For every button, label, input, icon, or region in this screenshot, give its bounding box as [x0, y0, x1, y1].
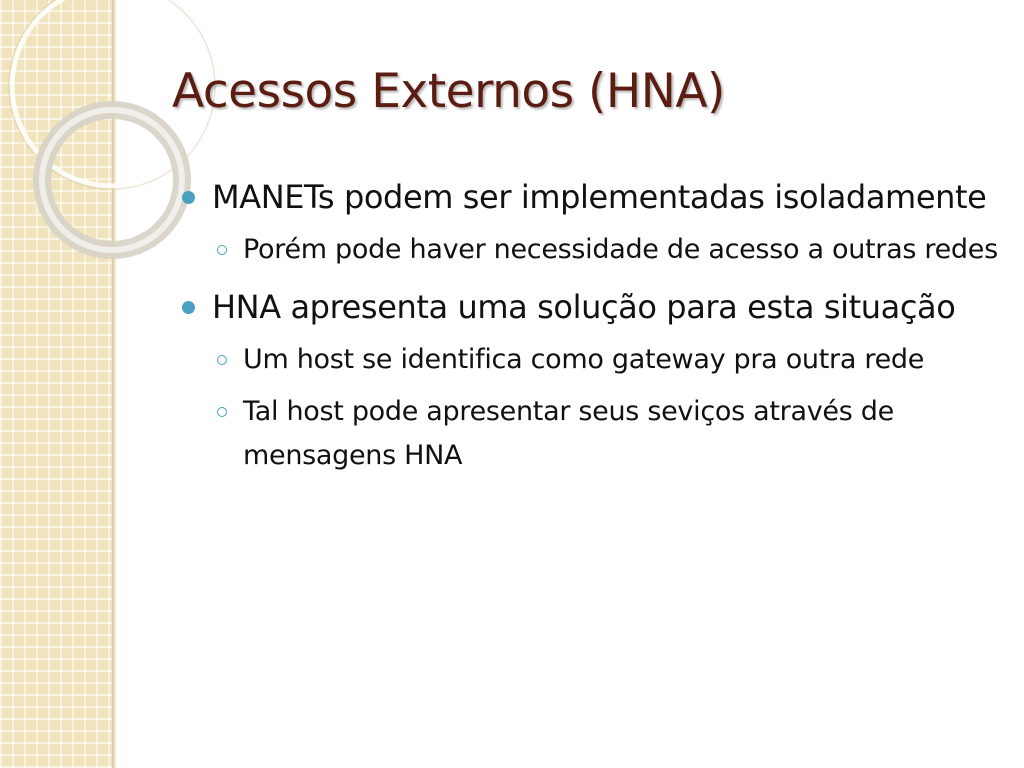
sub-bullet-text: Porém pode haver necessidade de acesso a outras redes [243, 234, 998, 265]
ring-icon [217, 245, 227, 255]
small-circle-ring-highlight [42, 110, 182, 250]
sub-bullet-item [182, 338, 1012, 382]
ring-icon [217, 407, 227, 417]
bullet-text: HNA apresenta uma solução para esta situação [212, 288, 956, 326]
filled-circle-icon [182, 301, 195, 314]
ring-icon [217, 355, 227, 365]
sub-bullet-item [182, 390, 1012, 478]
sub-bullet-text: Tal host pode apresentar seus seviços através de mensagens HNA [243, 396, 894, 471]
bullet-item [182, 280, 1012, 334]
slide-title: Acessos Externos (HNA) [172, 64, 725, 119]
sub-bullet-text: Um host se identifica como gateway pra outra rede [243, 344, 925, 375]
bullet-text: MANETs podem ser implementadas isoladamente [212, 178, 987, 216]
filled-circle-icon [182, 191, 195, 204]
sub-bullet-item [182, 228, 1012, 272]
bullet-item [182, 170, 1012, 224]
slide-content [182, 170, 1012, 486]
